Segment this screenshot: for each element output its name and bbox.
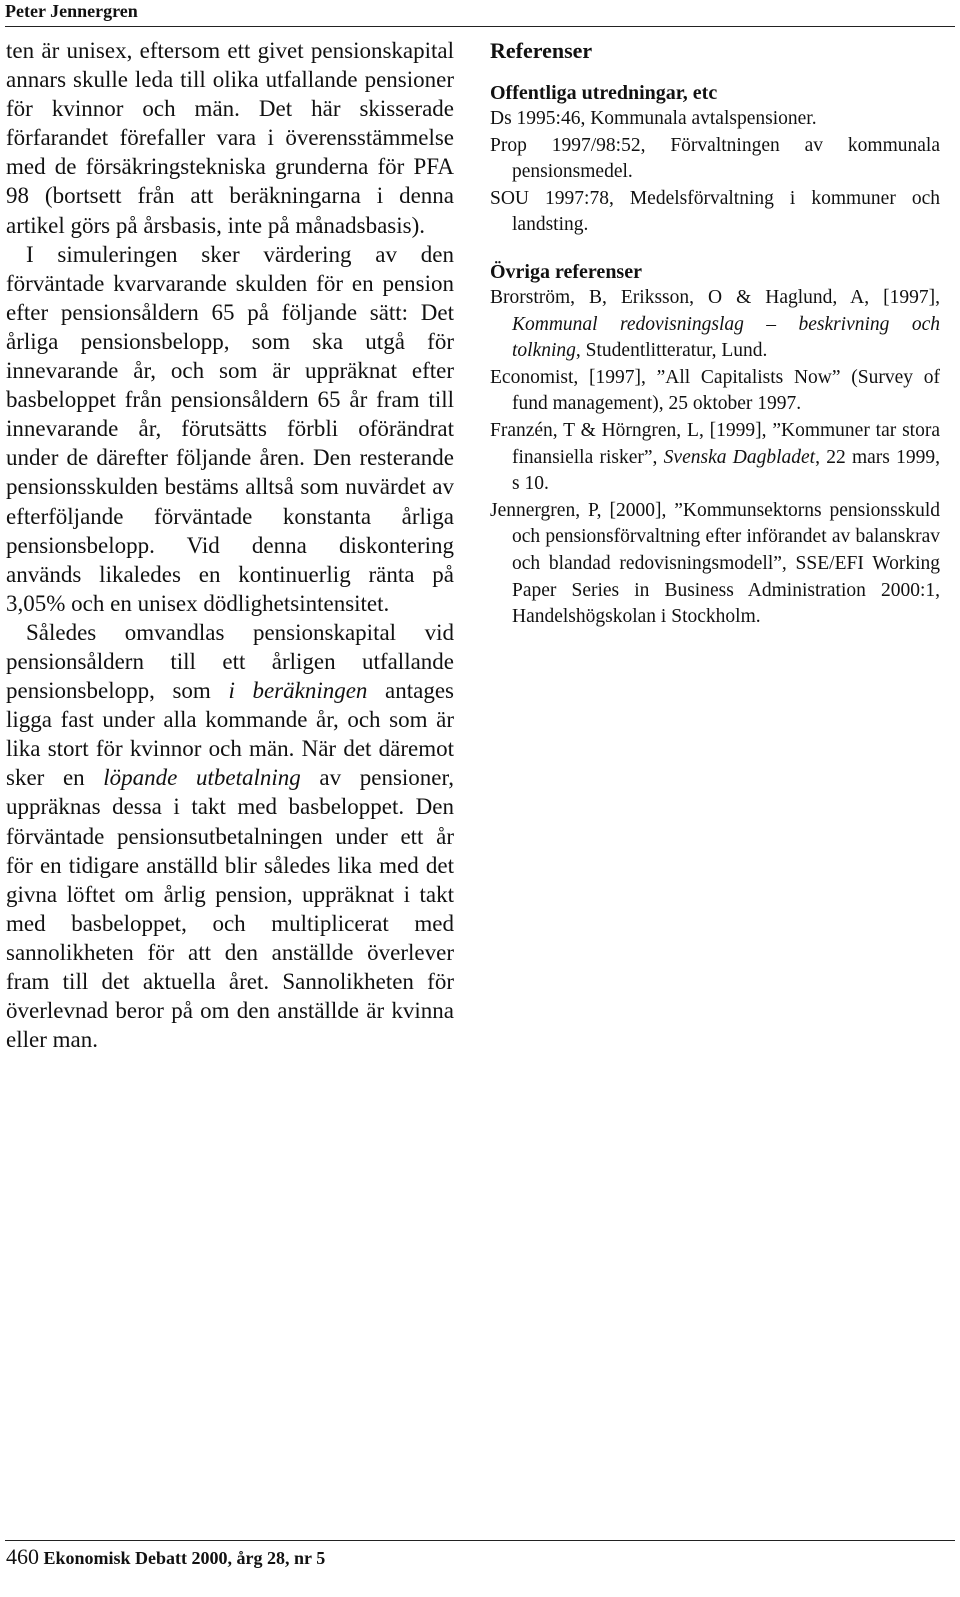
body-paragraph [6,36,454,240]
italic-segment: i beräkningen [228,678,368,704]
reference-item [490,186,940,239]
footer-rule [5,1540,955,1541]
header-rule [5,26,955,27]
reference-item [490,498,940,631]
text-segment: Prop 1997/98:52, Förvaltningen av kommunala pensionsmedel. [490,134,940,183]
text-segment: , 22 mars 1999, s 10. [512,446,940,495]
references-column [490,36,940,631]
references-title: Referenser [490,38,593,63]
text-segment: Brorström, B, Eriksson, O & Haglund, A, [1997], [490,286,940,308]
official-references-heading: Offentliga utredningar, etc [490,82,718,104]
body-paragraph [6,618,454,1054]
page-footer [6,1545,325,1570]
text-segment: Således omvandlas pensionskapital vid pensionsåldern till ett årligen utfallande pensionsbelopp, som [6,619,454,704]
journal-name: Ekonomisk Debatt 2000, årg 28, nr 5 [43,1548,326,1568]
text-segment: Franzén, T & Hörngren, L, [1999], ”Kommuner tar stora finansiella risker”, [490,419,940,468]
body-text-column [6,36,454,1054]
text-segment: av pensioner, uppräknas dessa i takt med basbeloppet. Den förväntade pensionsutbetalningen under ett år för en tidigare anställd blir således lika med det givna löftet om årlig pension, uppräknat i takt med basbeloppet, och multiplicerat med sannolikheten för att den anställde överlever fram till det aktuella året. Sannolikheten för överlevnad beror på om den anställde är kvinna eller man. [6,765,454,1053]
text-segment: Ds 1995:46, Kommunala avtalspensioner. [490,108,817,129]
reference-item [490,365,940,418]
text-segment: antages ligga fast under alla kommande år, och som är lika stort för kvinnor och män. När det däremot sker en [6,678,455,791]
text-segment: I simuleringen sker värdering av den förväntade kvarvarande skulden för en pension efter pensionsåldern 65 på följande sätt: Det årliga pensionsbelopp, som ska utgå för innevarande år, och som är uppräknat efter basbeloppet från pensionsåldern 65 år fram till innevarande år, förutsätts förbli oförändrat under de därefter följande åren. Den resterande pensionsskulden bestäms alltså som nuvärdet av efterföljande förväntade konstanta årliga pensionsbelopp. Vid denna diskontering används likaledes en kontinuerlig ränta på 3,05% och en unisex dödlighetsintensitet. [6,241,454,616]
reference-item [490,133,940,186]
reference-item [490,418,940,498]
reference-item [490,106,940,133]
text-segment: Economist, [1997], ”All Capitalists Now” (Survey of fund management), 25 oktober 1997. [490,366,940,415]
italic-segment: Kommunal redovisningslag – beskrivning och tolkning [512,313,940,362]
other-references-heading: Övriga referenser [490,260,642,283]
text-segment: ten är unisex, eftersom ett givet pensionskapital annars skulle leda till olika utfallande pensioner för kvinnor och män. Det här skisserade förfarandet förefaller vara i överensstämmelse med de försäkringstekniska grunderna för PFA 98 (bortsett från att beräkningarna i denna artikel görs på årsbasis, inte på månadsbasis). [6,38,454,238]
reference-item [490,285,940,365]
italic-segment: löpande utbetalning [103,765,301,791]
body-paragraph [6,240,454,618]
italic-segment: Svenska Dagbladet [663,446,816,468]
running-header-author: Peter Jennergren [5,1,138,21]
page-number: 460 [6,1544,39,1569]
text-segment: Jennergren, P, [2000], ”Kommunsektorns pensionsskuld och pensionsförvaltning efter införandet av balanskrav och blandad redovisningsmodell”, SSE/EFI Working Paper Series in Business Administration 2000:1, Handelshögskolan i Stockholm. [490,499,940,628]
text-segment: , Studentlitteratur, Lund. [575,340,768,362]
text-segment: SOU 1997:78, Medelsförvaltning i kommuner och landsting. [490,187,940,236]
